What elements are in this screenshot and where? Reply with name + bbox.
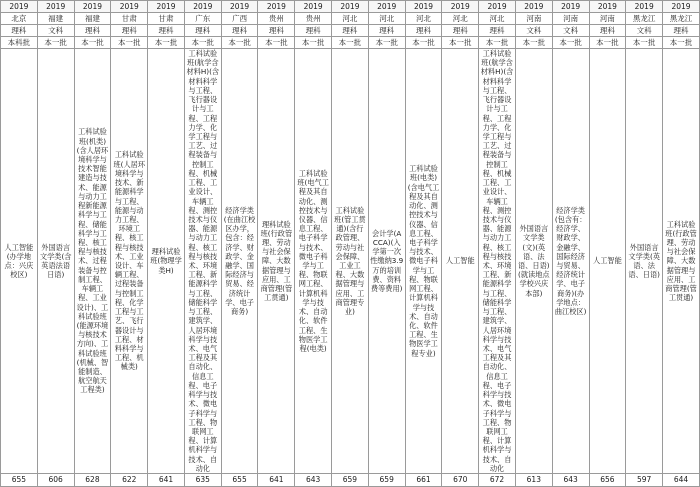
subject-type-cell: 文科 xyxy=(552,25,589,37)
batch-cell: 本一批 xyxy=(148,37,185,49)
subject-type-cell: 理科 xyxy=(332,25,369,37)
subject-type-cell: 理科 xyxy=(221,25,258,37)
score-cell: 659 xyxy=(368,474,405,487)
major-cell: 工科试验班(行政管理、劳动与社会保障、大数据管理与应用、工商管理(管工贯通) xyxy=(663,49,700,474)
score-cell: 672 xyxy=(479,474,516,487)
batch-cell: 本一批 xyxy=(663,37,700,49)
batch-cell: 本一批 xyxy=(295,37,332,49)
year-cell: 2019 xyxy=(368,1,405,13)
batch-cell: 本一批 xyxy=(405,37,442,49)
score-cell: 635 xyxy=(184,474,221,487)
subject-type-cell: 理科 xyxy=(295,25,332,37)
year-cell: 2019 xyxy=(589,1,626,13)
subject-type-cell: 理科 xyxy=(479,25,516,37)
major-cell: 工科试验班(人居环境科学与技术、新能源科学与工程、能源与动力工程、环境工程、核工程与核技术、工业设计、车辆工程、过程装备与控制工程、化学工程与工艺、飞行器设计与工程、材料科学与工程、机械类) xyxy=(111,49,148,474)
subject-type-cell: 理科 xyxy=(184,25,221,37)
batch-cell: 本一批 xyxy=(589,37,626,49)
subject-type-cell: 理科 xyxy=(148,25,185,37)
province-cell: 河南 xyxy=(515,13,552,25)
province-cell: 福建 xyxy=(37,13,74,25)
major-cell: 理科试验班(行政管理、劳动与社会保障、大数据管理与应用、工商管理(管工贯通) xyxy=(258,49,295,474)
year-cell: 2019 xyxy=(37,1,74,13)
year-cell: 2019 xyxy=(1,1,38,13)
year-cell: 2019 xyxy=(295,1,332,13)
major-cell: 工科试验班(机类)(含人居环境科学与技术智能建造与技术、能源与动力工程新能源科学与工程、储能科学与工程、核工程与核技术、过程装备与控制工程、车辆工程、工业设计)、工科试验班(能源环境与核技术方向)、工科试验班(机械、智能制造、航空航天工程类) xyxy=(74,49,111,474)
score-cell: 622 xyxy=(111,474,148,487)
subject-type-cell: 理科 xyxy=(405,25,442,37)
province-cell: 广东 xyxy=(184,13,221,25)
major-cell: 外国语言文学类(文)(英语、法语、日语)(就读地点学校兴庆本部) xyxy=(515,49,552,474)
score-cell: 670 xyxy=(442,474,479,487)
year-cell: 2019 xyxy=(258,1,295,13)
batch-cell: 本一批 xyxy=(515,37,552,49)
province-cell: 北京 xyxy=(1,13,38,25)
major-cell: 经济学类(包含有：经济学、财政学、金融学、国际经济与贸易、经济统计学、电子商务)(办学地点：曲江校区) xyxy=(552,49,589,474)
major-cell: 人工智能 xyxy=(589,49,626,474)
subject-type-cell: 理科 xyxy=(368,25,405,37)
score-cell: 655 xyxy=(221,474,258,487)
batch-cell: 本一批 xyxy=(552,37,589,49)
major-row xyxy=(1,49,700,474)
batch-cell: 本一批 xyxy=(332,37,369,49)
province-cell: 甘肃 xyxy=(148,13,185,25)
year-cell: 2019 xyxy=(74,1,111,13)
score-cell: 628 xyxy=(74,474,111,487)
province-row xyxy=(1,13,700,25)
province-cell: 贵州 xyxy=(295,13,332,25)
subject-type-cell: 理科 xyxy=(74,25,111,37)
score-cell: 597 xyxy=(626,474,663,487)
score-cell: 656 xyxy=(589,474,626,487)
batch-cell: 本一批 xyxy=(111,37,148,49)
major-cell: 工科试验班(电类)(含电气工程及其自动化、测控技术与仪器、信息工程、电子科学与技术、微电子科学与工程、物联网工程、计算机科学与技术、自动化、软件工程、生物医学工程专业) xyxy=(405,49,442,474)
year-cell: 2019 xyxy=(332,1,369,13)
subject-type-cell: 理科 xyxy=(1,25,38,37)
major-cell: 工科试验班(航学含材料H)(含材料科学与工程、飞行器设计与工程、工程力学、化学工程与工艺、过程装备与控制工程、机械工程、工业设计、车辆工程、测控技术与仪器、能源与动力工程、核工程与核技术、环境工程、新能源科学与工程、储能科学与工程、建筑学、人居环境科学与技术、电气工程及其自动化、信息工程、电子科学与技术、微电子科学与工程、物联网工程、计算机科学与技术、自动化 xyxy=(479,49,516,474)
subject-type-cell: 理科 xyxy=(442,25,479,37)
province-cell: 贵州 xyxy=(258,13,295,25)
major-cell: 工科试验班(管工贯通)(含行政管理、劳动与社会保障、工业工程、大数据管理与应用、工商管理专业) xyxy=(332,49,369,474)
subject-type-cell: 文科 xyxy=(626,25,663,37)
score-cell: 659 xyxy=(332,474,369,487)
score-cell: 643 xyxy=(295,474,332,487)
major-cell: 人工智能(办学地点：兴庆校区) xyxy=(1,49,38,474)
batch-row xyxy=(1,37,700,49)
province-cell: 河南 xyxy=(589,13,626,25)
subject-type-cell: 理科 xyxy=(258,25,295,37)
batch-cell: 本一批 xyxy=(37,37,74,49)
major-cell: 外国语言文学类(含英语法语日语) xyxy=(37,49,74,474)
year-row xyxy=(1,1,700,13)
province-cell: 福建 xyxy=(74,13,111,25)
batch-cell: 本一批 xyxy=(184,37,221,49)
province-cell: 甘肃 xyxy=(111,13,148,25)
subject-type-cell: 文科 xyxy=(37,25,74,37)
score-cell: 643 xyxy=(552,474,589,487)
major-cell: 人工智能 xyxy=(442,49,479,474)
province-cell: 黑龙江 xyxy=(663,13,700,25)
major-cell: 工科试验班(电气工程及其自动化、测控技术与仪器、信息工程、电子科学与技术、微电子科学与工程、物联网工程、计算机科学与技术、自动化、软件工程、生物医学工程(电类) xyxy=(295,49,332,474)
year-cell: 2019 xyxy=(663,1,700,13)
major-cell: 经济学类(在曲江校区办学，包含：经济学、财政学、金融学、国际经济与贸易、经济统计学、电子商务) xyxy=(221,49,258,474)
subject-type-cell: 理科 xyxy=(589,25,626,37)
subject-type-cell: 理科 xyxy=(663,25,700,37)
year-cell: 2019 xyxy=(111,1,148,13)
batch-cell: 本一批 xyxy=(74,37,111,49)
major-cell: 理科试验班(物理学类H) xyxy=(148,49,185,474)
batch-cell: 本一批 xyxy=(626,37,663,49)
batch-cell: 本一批 xyxy=(368,37,405,49)
score-cell: 644 xyxy=(663,474,700,487)
province-cell: 广西 xyxy=(221,13,258,25)
province-cell: 黑龙江 xyxy=(626,13,663,25)
province-cell: 河北 xyxy=(332,13,369,25)
batch-cell: 本一批 xyxy=(442,37,479,49)
score-cell: 606 xyxy=(37,474,74,487)
score-cell: 613 xyxy=(515,474,552,487)
batch-cell: 本一批 xyxy=(221,37,258,49)
year-cell: 2019 xyxy=(148,1,185,13)
province-cell: 河北 xyxy=(442,13,479,25)
year-cell: 2019 xyxy=(515,1,552,13)
score-cell: 641 xyxy=(258,474,295,487)
batch-cell: 本一批 xyxy=(258,37,295,49)
score-cell: 655 xyxy=(1,474,38,487)
province-cell: 河北 xyxy=(405,13,442,25)
score-cell: 661 xyxy=(405,474,442,487)
major-cell: 工科试验班(航学含材料H)(含材料科学与工程、飞行器设计与工程、工程力学、化学工程与工艺、过程装备与控制工程、机械工程、工业设计、车辆工程、测控技术与仪器、能源与动力工程、核工程与核技术、环境工程、新能源科学与工程、储能科学与工程、建筑学、人居环境科学与技术、电气工程及其自动化、信息工程、电子科学与技术、微电子科学与工程、物联网工程、计算机科学与技术、自动化 xyxy=(184,49,221,474)
major-cell: 外国语言文学类(英语、法语、日语) xyxy=(626,49,663,474)
subject-type-cell: 理科 xyxy=(111,25,148,37)
score-cell: 641 xyxy=(148,474,185,487)
batch-cell: 本一批 xyxy=(479,37,516,49)
subject-type-row xyxy=(1,25,700,37)
province-cell: 河北 xyxy=(368,13,405,25)
year-cell: 2019 xyxy=(626,1,663,13)
year-cell: 2019 xyxy=(405,1,442,13)
province-cell: 河南 xyxy=(552,13,589,25)
subject-type-cell: 文科 xyxy=(515,25,552,37)
batch-cell: 本科批 xyxy=(1,37,38,49)
year-cell: 2019 xyxy=(221,1,258,13)
year-cell: 2019 xyxy=(552,1,589,13)
year-cell: 2019 xyxy=(184,1,221,13)
min-score-row xyxy=(1,474,700,487)
year-cell: 2019 xyxy=(442,1,479,13)
major-cell: 会计学(ACCA)(入学第一次性缴纳3.9万的培训费、资料费等费用) xyxy=(368,49,405,474)
year-cell: 2019 xyxy=(479,1,516,13)
province-cell: 河北 xyxy=(479,13,516,25)
